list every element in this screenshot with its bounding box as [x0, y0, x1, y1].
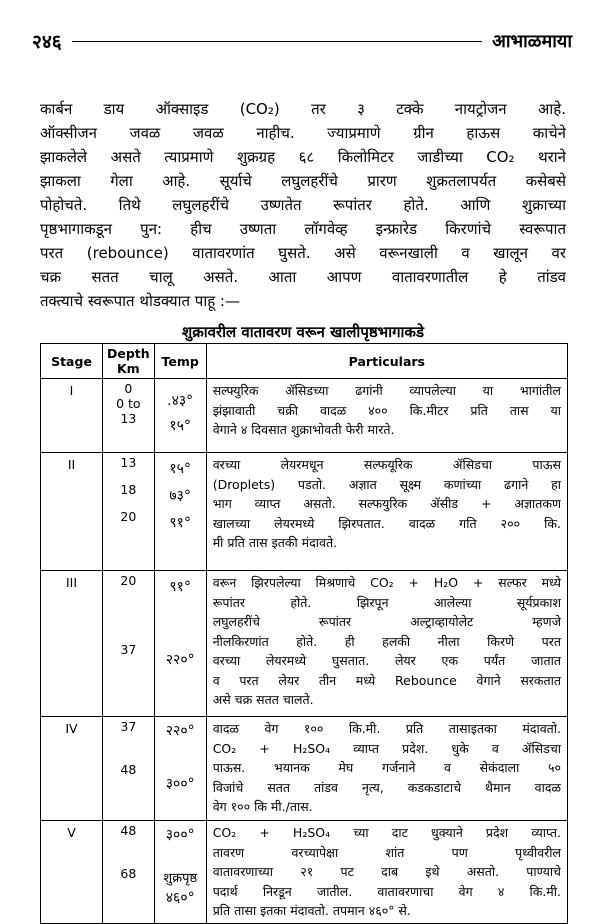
temp-cell	[154, 717, 206, 821]
table-row	[41, 453, 568, 571]
temp-value: २२०°	[165, 652, 195, 668]
temp-value: शुक्रपृष्ठ	[163, 871, 198, 886]
particulars-cell	[206, 821, 567, 924]
depth-cell	[103, 571, 155, 717]
depth-value: 20	[120, 573, 137, 588]
header-depth-line: Depth	[107, 346, 150, 361]
particulars-line: वातावरणाच्या २१ पट दाब इथे असतो. पाण्याचे	[212, 864, 561, 879]
depth-cell	[103, 453, 155, 571]
temp-value: .४३°	[167, 393, 194, 409]
depth-value: 48	[120, 762, 137, 777]
paragraph-line: पृष्ठभागाकडून पुन: हीच उष्णता लॉगवेव्ह इन्फ्रारेड किरणांचे स्वरूपात	[40, 220, 566, 238]
temp-value: ९१°	[169, 515, 191, 531]
particulars-line: वरून झिरपलेल्या मिश्रणाचे CO₂ + H₂O + सल्फर मध्ये	[212, 575, 561, 590]
temp-cell	[154, 571, 206, 717]
particulars-cell	[206, 379, 567, 453]
particulars-line: वरच्या लेयरमध्ये घुसतात. लेयर एक पर्यंत जातात	[212, 653, 561, 668]
particulars-line: नीलकिरणांत होते. ही हलकी नीला किरणे परत	[212, 633, 561, 649]
particulars-line: खालच्या लेयरमध्ये झिरपतात. वादळ गति २०० कि.	[212, 515, 561, 531]
table-title: शुक्रावरील वातावरण वरून खालीपृष्ठभागाकडे	[182, 323, 424, 341]
header-particulars: Particulars	[206, 344, 567, 379]
running-title: आभाळमाया	[492, 31, 572, 52]
particulars-line: तावरण वरच्यापेक्षा शांत पण पृथ्वीवरील	[212, 844, 561, 860]
temp-value: ४६०°	[165, 890, 195, 906]
temp-value: १५°	[169, 461, 191, 477]
temp-value: २२०°	[165, 723, 195, 739]
particulars-line: पाऊस. भयानक मेघ गर्जनाने व सेकंदाला ५०	[212, 760, 561, 775]
paragraph-line: कार्बन डाय ऑक्साइड (CO₂) तर ३ टक्के नायट्रोजन आहे.	[40, 100, 566, 118]
depth-value: 13	[120, 455, 137, 470]
particulars-line: लघुलहरींचे रूपांतर अल्ट्राव्हायोलेट म्हणजे	[212, 614, 561, 629]
particulars-line: पदार्थ निरडून जातील. वातावरणाचा वेग ४ कि.मी.	[212, 883, 561, 899]
particulars-line: मी प्रति तास इतकी मंदावते.	[212, 535, 338, 550]
temp-value: ७३°	[169, 488, 191, 504]
particulars-line: (Droplets) पडतो. अज्ञात सूक्ष्म कणांच्या ढगाने हा	[212, 476, 561, 492]
depth-cell	[103, 379, 155, 453]
particulars-line: झंझावाती चक्री वादळ ४०० कि.मीटर प्रति तास या	[212, 402, 561, 418]
atmosphere-table	[40, 343, 568, 924]
depth-value: 0 to 13	[116, 396, 141, 426]
intro-paragraph	[40, 97, 566, 313]
depth-cell	[103, 821, 155, 924]
particulars-line: असे चक्र सतत चालते.	[212, 692, 314, 707]
particulars-line: व परत लेयर तीन मध्ये Rebounce वेगाने सरकतात	[212, 672, 561, 688]
temp-cell	[154, 821, 206, 924]
particulars-line: वरच्या लेयरमधून सल्फयूरिक ॲसिडचा पाऊस	[212, 457, 561, 472]
particulars-line: वेग १०० कि मी./तास.	[212, 799, 313, 814]
temp-value: ९१°	[169, 579, 191, 595]
temp-value: ३००°	[165, 827, 195, 843]
temp-value: ३००°	[165, 776, 195, 792]
header-depth-unit: Km	[116, 361, 140, 376]
paragraph-line: झाकला गेला आहे. सूर्याचे लघुलहरींचे प्रारण शुक्रतलापर्यत कसेबसे	[40, 172, 566, 190]
table-row	[41, 717, 568, 821]
stage-cell: II	[41, 453, 103, 571]
stage-cell: V	[41, 821, 103, 924]
depth-value: 48	[120, 823, 137, 838]
paragraph-line: झाकलेले असते त्याप्रमाणे शुक्रग्रह ६८ किलोमिटर जाडीच्या CO₂ थराने	[40, 148, 566, 166]
particulars-cell	[206, 571, 567, 717]
header-depth	[103, 344, 155, 379]
table-row	[41, 379, 568, 453]
paragraph-line: चक्र सतत चालू असते. आता आपण वातावरणातील हे तांडव	[40, 268, 566, 286]
depth-cell	[103, 717, 155, 821]
header-temp: Temp	[154, 344, 206, 379]
particulars-line: प्रति तासा इतका मंदावतो. तपमान ४६०° से.	[212, 903, 411, 918]
particulars-line: रूपांतर होते. झिरपून आलेल्या सूर्यप्रकाश	[212, 594, 561, 610]
temp-cell	[154, 379, 206, 453]
paragraph-line: तक्त्याचे स्वरूपात थोडक्यात पाहू :—	[40, 292, 240, 310]
page-number: २४६	[32, 31, 62, 53]
particulars-cell	[206, 717, 567, 821]
particulars-line: CO₂ + H₂SO₄ व्याप्त प्रदेश. धुके व ॲसिडचा	[212, 740, 561, 756]
particulars-line: वादळ वेग १०० कि.मी. प्रति तासाइतका मंदावतो.	[212, 721, 561, 736]
depth-value: 20	[120, 509, 137, 524]
table-header-row	[41, 344, 568, 379]
particulars-line: भाग व्याप्त असतो. सल्फयुरिक ॲसीड + अज्ञातकण	[212, 496, 561, 511]
header-rule	[72, 41, 482, 42]
paragraph-line: ऑक्सीजन जवळ जवळ नाहीच. ज्याप्रमाणे ग्रीन हाऊस काचेने	[40, 124, 566, 142]
depth-value: 18	[120, 482, 137, 497]
page-header	[32, 28, 572, 54]
particulars-cell	[206, 453, 567, 571]
stage-cell: III	[41, 571, 103, 717]
particulars-line: विजांचे सतत तांडव नृत्य, कडकडाटाचे थैमान वादळ	[212, 779, 561, 795]
temp-cell	[154, 453, 206, 571]
stage-cell: IV	[41, 717, 103, 821]
depth-value: 37	[120, 719, 137, 734]
header-stage: Stage	[41, 344, 103, 379]
stage-cell: I	[41, 379, 103, 453]
paragraph-line: पोहोचते. तिथे लघुलहरींचे उष्णतेत रूपांतर होते. आणि शुक्राच्या	[40, 196, 566, 214]
particulars-line: वेगाने ४ दिवसात शुक्राभोवती फेरी मारते.	[212, 422, 395, 437]
depth-value: 37	[120, 642, 137, 657]
table-row	[41, 821, 568, 924]
depth-value: 68	[120, 866, 137, 881]
temp-value: १५°	[169, 418, 191, 434]
depth-value: 0	[124, 381, 133, 396]
table-row	[41, 571, 568, 717]
particulars-line: सल्फ्युरिक ॲसिडच्या ढगांनी व्यापलेल्या या भागांतील	[212, 383, 561, 398]
particulars-line: CO₂ + H₂SO₄ च्या दाट धुक्याने प्रदेश व्याप्त.	[212, 825, 561, 840]
paragraph-line: परत (rebounce) वातावरणांत घुसते. असे वरूनखाली व खालून वर	[40, 244, 566, 262]
